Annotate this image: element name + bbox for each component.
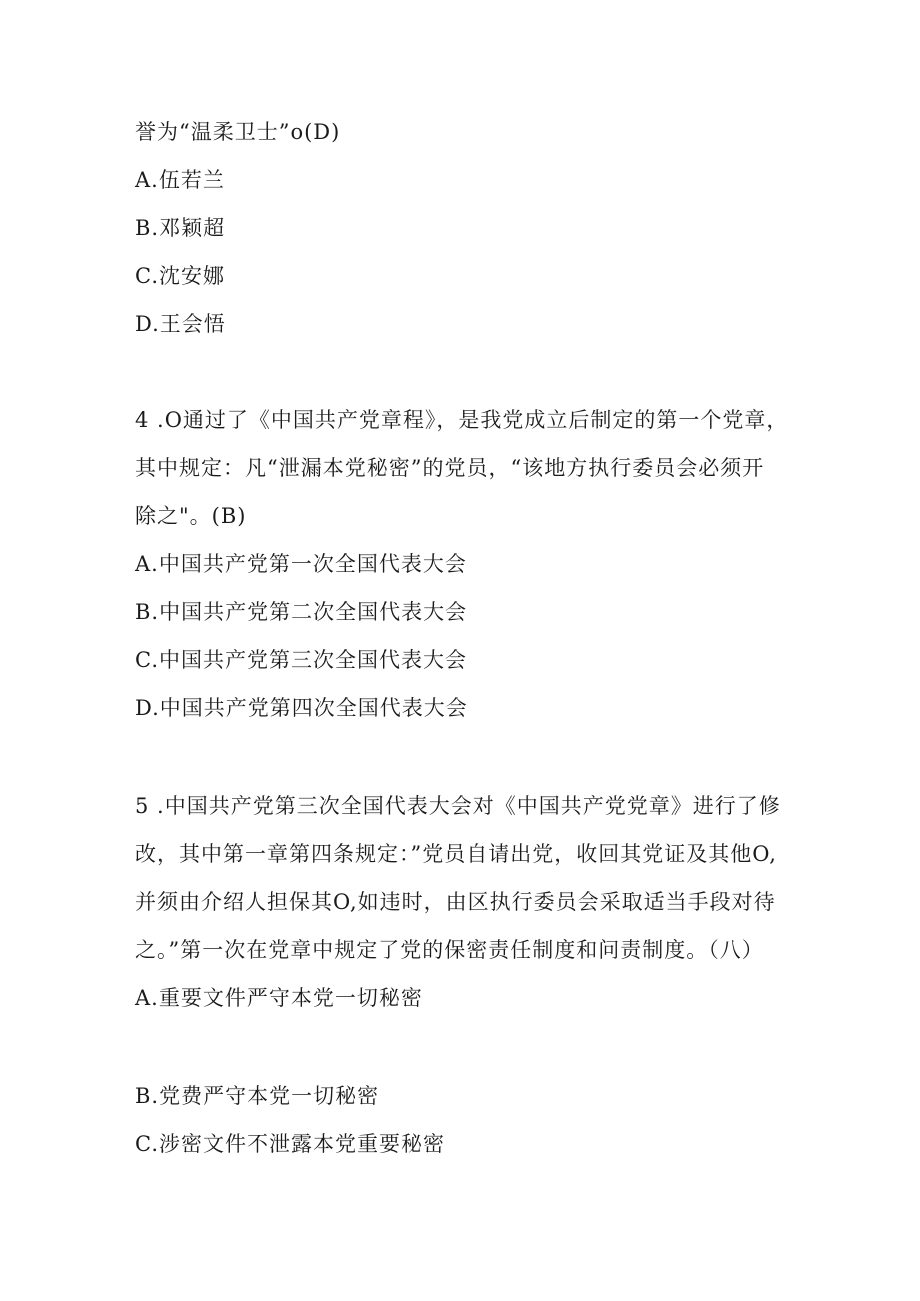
q4-option-a: A.中国共产党第一次全国代表大会 (135, 552, 467, 576)
q5-option-a: A.重要文件严守本党一切秘密 (135, 986, 423, 1010)
q3-option-a: A.伍若兰 (135, 168, 225, 192)
q4-option-b: B.中国共产党第二次全国代表大会 (135, 600, 468, 624)
q3-option-c: C.沈安娜 (135, 264, 225, 288)
q5-question-line-1: 5 .中国共产党第三次全国代表大会对《中国共产党党章》进行了修 (135, 794, 781, 818)
q3-option-b: B.邓颖超 (135, 216, 226, 240)
q3-option-d: D.王会悟 (135, 312, 226, 336)
q5-option-c: C.涉密文件不泄露本党重要秘密 (135, 1132, 445, 1156)
q5-question-line-4: 之。”第一次在党章中规定了党的保密责任制度和问责制度。（八） (135, 938, 764, 962)
q4-option-c: C.中国共产党第三次全国代表大会 (135, 648, 467, 672)
q4-question-line-1: 4 .O通过了《中国共产党章程》，是我党成立后制定的第一个党章， (135, 408, 789, 432)
q4-question-line-3: 除之"。(B) (135, 504, 247, 528)
q4-question-line-2: 其中规定：凡“泄漏本党秘密”的党员，“该地方执行委员会必须开 (135, 456, 765, 480)
q5-question-line-3: 并须由介绍人担保其O,如违时，由区执行委员会采取适当手段对待 (135, 890, 776, 914)
q5-option-b: B.党费严守本党一切秘密 (135, 1084, 380, 1108)
q4-option-d: D.中国共产党第四次全国代表大会 (135, 696, 468, 720)
q5-question-line-2: 改，其中第一章第四条规定：”党员自请出党，收回其党证及其他O, (135, 842, 777, 866)
q3-tail-text: 誉为“温柔卫士”o(D) (135, 120, 341, 144)
